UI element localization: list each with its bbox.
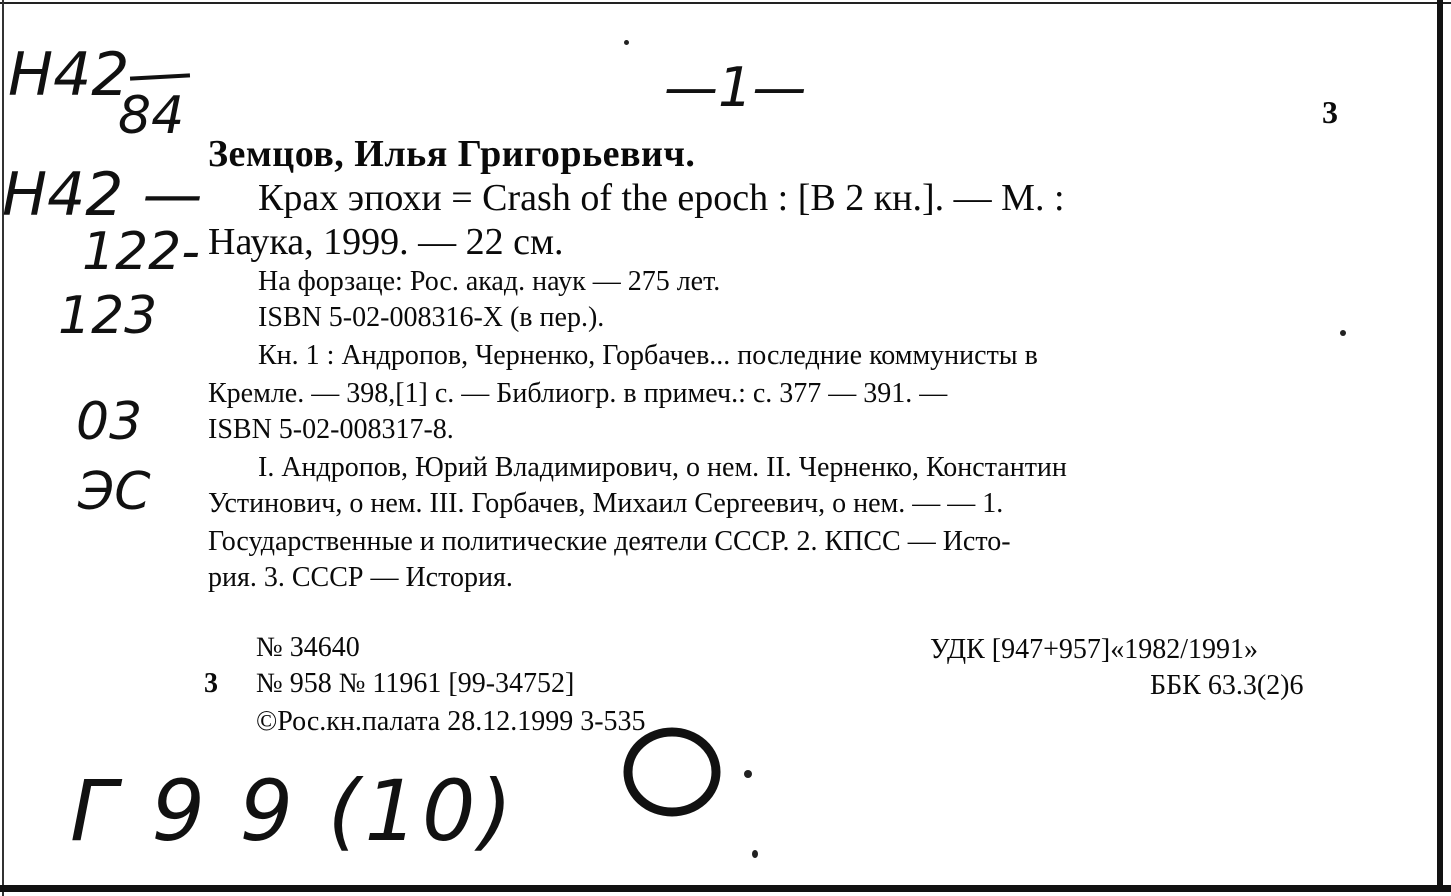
handwritten-shelf-mark: Н42 [8,40,130,110]
subjects-line-1: I. Андропов, Юрий Владимирович, о нем. II. Черненко, Константин [258,452,1067,483]
registration-letter: 3 [204,668,218,699]
handwritten-range-end: 123 [58,286,158,346]
card-border-top [0,2,1451,4]
subjects-line-2: Устинович, о нем. III. Горбачев, Михаил Сергеевич, о нем. — — 1. [208,488,1004,519]
subjects-line-3: Государственные и политические деятели СССР. 2. КПСС — Исто- [208,526,1011,557]
noise-speck [752,850,758,858]
author-heading: Земцов, Илья Григорьевич. [208,133,696,175]
handwritten-code-ec: ЭС [78,462,151,522]
book-chamber-line: ©Рос.кн.палата 28.12.1999 3-535 [256,706,646,737]
handwritten-shelf-mark-denominator: 84 [118,86,185,146]
card-border-bottom [0,885,1451,892]
noise-speck [744,770,752,778]
isbn-main: ISBN 5-02-008316-X (в пер.). [258,302,605,333]
card-number: 3 [1322,94,1338,130]
noise-speck [624,40,629,45]
title-line-1: Крах эпохи = Crash of the epoch : [В 2 кн.]. — М. : [258,177,1065,219]
volume1-line-2: Кремле. — 398,[1] с. — Библиогр. в примеч.: с. 377 — 391. — [208,378,948,409]
registration-number: № 34640 [256,632,360,663]
title-line-2: Наука, 1999. — 22 см. [208,221,564,263]
registration-line-2: № 958 № 11961 [99-34752] [256,668,575,699]
card-border-left [2,0,4,896]
handwritten-code-03: 03 [76,392,143,452]
handwritten-bottom-code: Г 9 9 (10) [70,762,517,860]
bbk-code: ББК 63.3(2)6 [1150,670,1304,701]
volume1-line-3: ISBN 5-02-008317-8. [208,414,454,445]
subjects-line-4: рия. 3. СССР — История. [208,562,513,593]
handwritten-range-start: 122- [82,222,201,282]
flyleaf-note: На форзаце: Рос. акад. наук — 275 лет. [258,266,721,297]
handwritten-page-mark: —1— [664,56,807,119]
noise-speck [1340,330,1346,336]
card-border-right [1437,0,1443,890]
handwritten-shelf-mark-2: Н42 — [2,160,203,230]
udk-code: УДК [947+957]«1982/1991» [930,634,1258,665]
shelf-mark-fraction-line [130,73,190,80]
volume1-line-1: Кн. 1 : Андропов, Черненко, Горбачев... последние коммунисты в [258,340,1038,371]
